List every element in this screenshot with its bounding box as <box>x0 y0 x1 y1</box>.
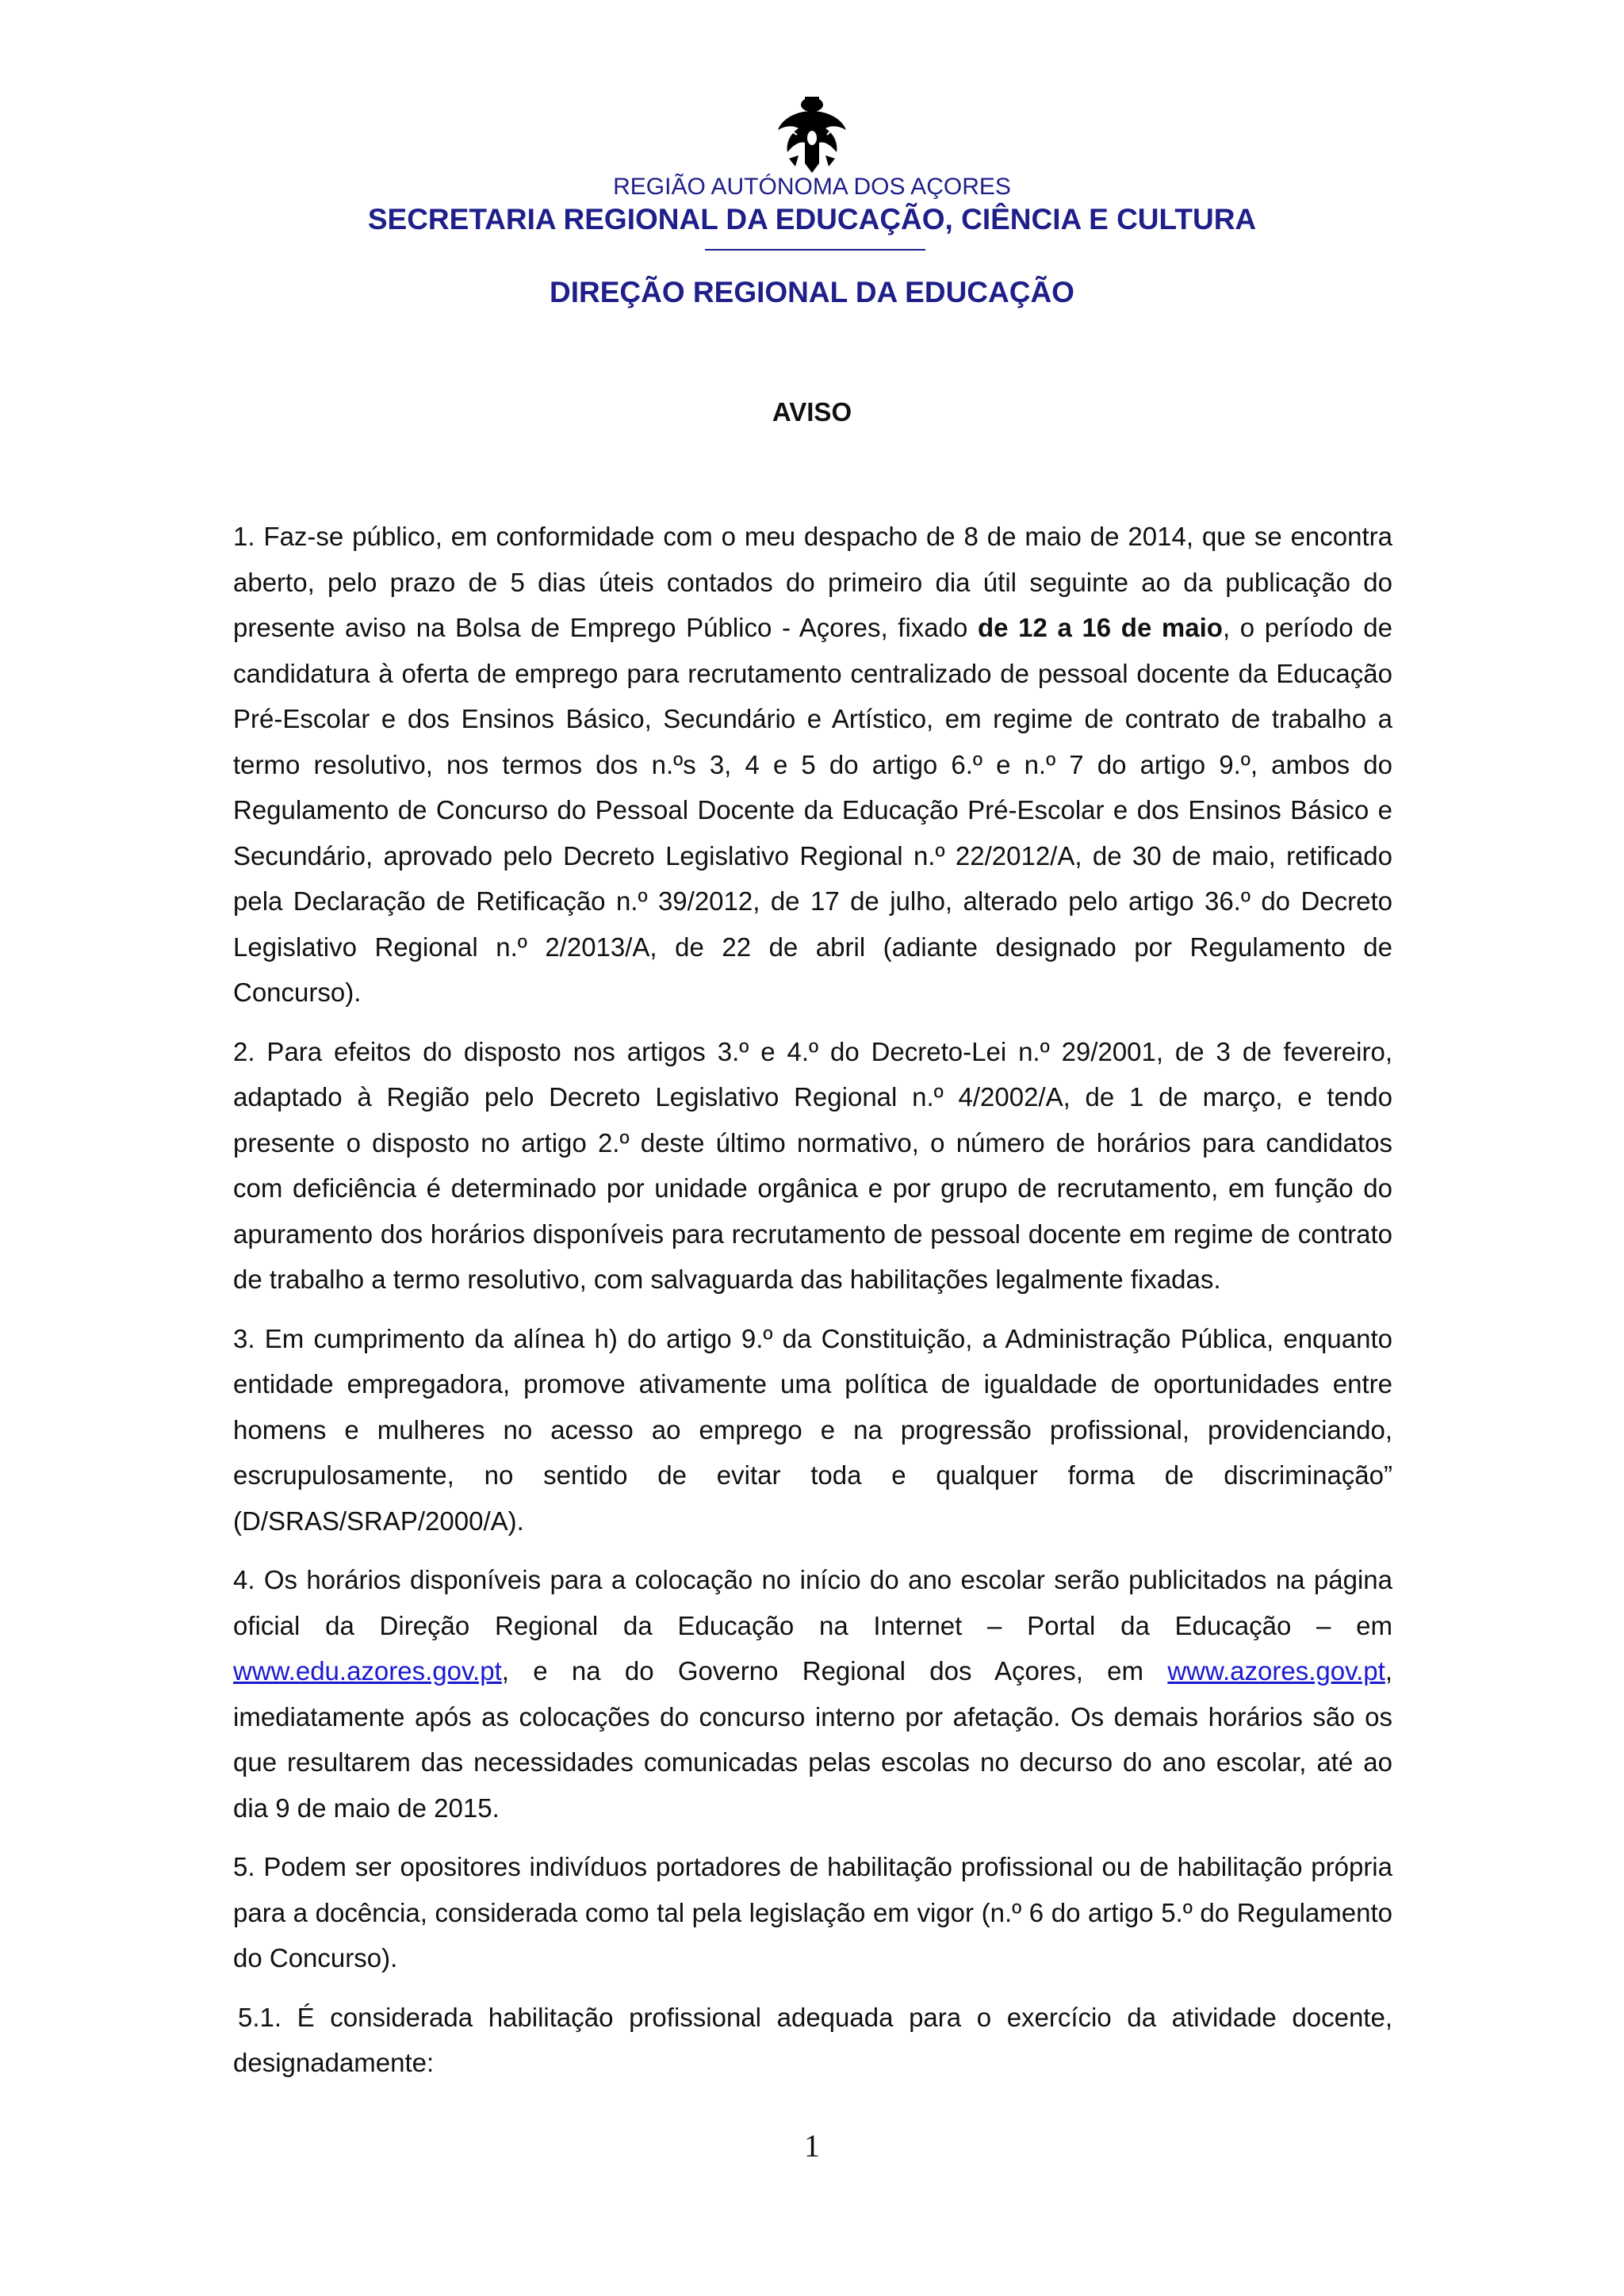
paragraph-4-text-a: 4. Os horários disponíveis para a colocação no início do ano escolar serão publicitados na página oficial da Direção Regional da Educação na Internet – Portal da Educação – em <box>233 1565 1392 1640</box>
paragraph-4-text-c: , imediatamente após as colocações do concurso interno por afetação. Os demais horários são os que resultarem das necessidades comunicadas pelas escolas no decurso do ano escolar, até ao dia 9 de maio de 2015. <box>233 1656 1392 1823</box>
document-title: AVISO <box>772 397 852 427</box>
paragraph-1-text-b: , o período de candidatura à oferta de emprego para recrutamento centralizado de pessoal docente da Educação Pré-Escolar e dos Ensinos Básico, Secundário e Artístico, em regime de contrato de trabalho a termo resolutivo, nos termos dos n.ºs 3, 4 e 5 do artigo 6.º e n.º 7 do artigo 9.º, ambos do Regulamento de Concurso do Pessoal Docente da Educação Pré-Escolar e dos Ensinos Básico e Secundário, aprovado pelo Decreto Legislativo Regional n.º 22/2012/A, de 30 de maio, retificado pela Declaração de Retificação n.º 39/2012, de 17 de julho, alterado pelo artigo 36.º do Decreto Legislativo Regional n.º 2/2013/A, de 22 de abril (adiante designado por Regulamento de Concurso). <box>233 613 1392 1007</box>
paragraph-4 <box>233 1557 1392 1831</box>
paragraph-5-1: 5.1. É considerada habilitação profissional adequada para o exercício da atividade docente, designadamente: <box>233 2002 1392 2077</box>
page-number: 1 <box>804 2128 820 2164</box>
paragraph-1-bold-dates: de 12 a 16 de maio <box>977 613 1223 642</box>
paragraph-3: 3. Em cumprimento da alínea h) do artigo 9.º da Constituição, a Administração Pública, enquanto entidade empregadora, promove ativamente uma política de igualdade de oportunidades entre homens e mulheres no acesso ao emprego e na progressão profissional, providenciando, escrupulosamente, no sentido de evitar toda e qualquer forma de discriminação” (D/SRAS/SRAP/2000/A). <box>233 1323 1392 1536</box>
paragraph-4-text-b: , e na do Governo Regional dos Açores, em <box>501 1656 1168 1686</box>
paragraph-5: 5. Podem ser opositores indivíduos portadores de habilitação profissional ou de habilitação própria para a docência, considerada como tal pela legislação em vigor (n.º 6 do artigo 5.º do Regulamento do Concurso). <box>233 1852 1392 1973</box>
direcao-title: DIREÇÃO REGIONAL DA EDUCAÇÃO <box>550 276 1074 308</box>
paragraph-1 <box>233 514 1392 1016</box>
paragraph-2: 2. Para efeitos do disposto nos artigos 3.º e 4.º do Decreto-Lei n.º 29/2001, de 3 de fevereiro, adaptado à Região pelo Decreto Legislativo Regional n.º 4/2002/A, de 1 de março, e tendo presente o disposto no artigo 2.º deste último normativo, o número de horários para candidatos com deficiência é determinado por unidade orgânica e por grupo de recrutamento, em função do apuramento dos horários disponíveis para recrutamento de pessoal docente em regime de contrato de trabalho a termo resolutivo, com salvaguarda das habilitações legalmente fixadas. <box>233 1036 1392 1294</box>
coat-of-arms-icon <box>775 94 849 176</box>
header-divider <box>705 249 925 251</box>
secretaria-title: SECRETARIA REGIONAL DA EDUCAÇÃO, CIÊNCIA E CULTURA <box>367 203 1257 235</box>
link-edu-azores[interactable]: www.edu.azores.gov.pt <box>233 1656 502 1686</box>
link-azores-gov[interactable]: www.azores.gov.pt <box>1167 1656 1385 1686</box>
document-body <box>233 514 1392 2099</box>
region-name: REGIÃO AUTÓNOMA DOS AÇORES <box>613 174 1011 200</box>
paragraph-1-text-a: 1. Faz-se público, em conformidade com o meu despacho de 8 de maio de 2014, que se encontra aberto, pelo prazo de 5 dias úteis contados do primeiro dia útil seguinte ao da publicação do presente aviso na Bolsa de Emprego Público - Açores, fixado <box>233 522 1392 642</box>
